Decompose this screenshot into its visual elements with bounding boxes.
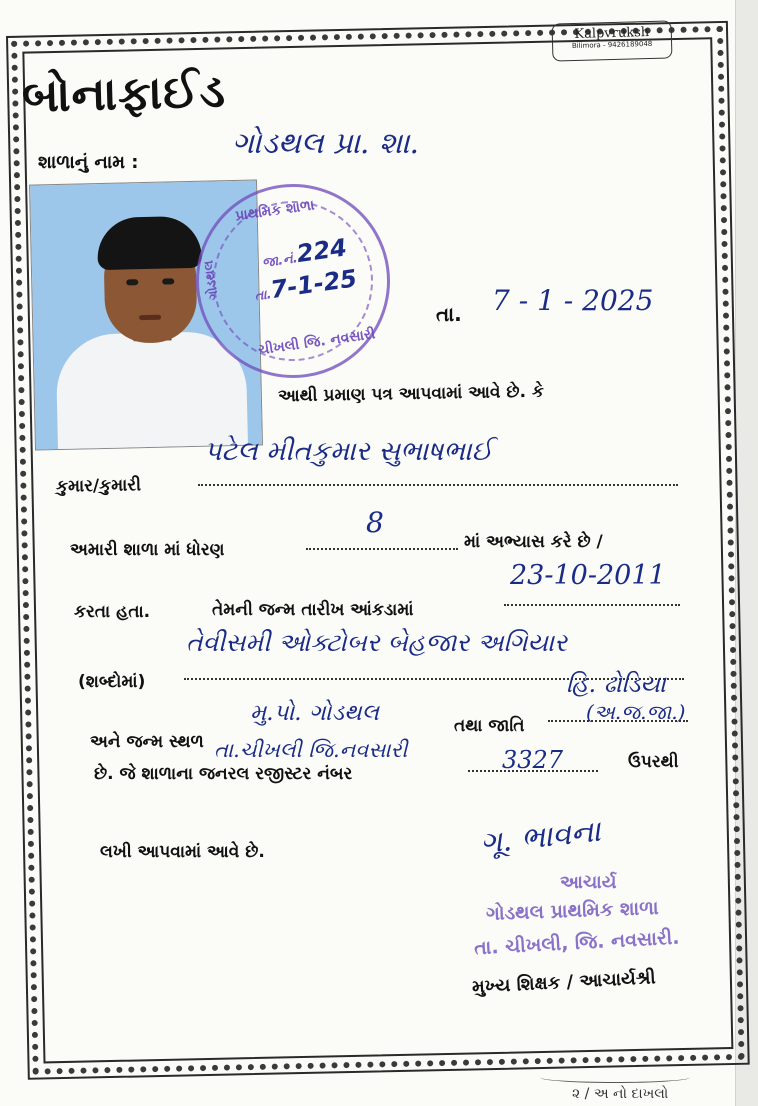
- birth-label-prefix: કરતા હતા.: [74, 602, 151, 622]
- principal-school: ગોડથલ પ્રાથમિક શાળા: [485, 896, 660, 926]
- caste-value: હિ. ઢોડિયા: [566, 670, 666, 698]
- birth-place-label: અને જન્મ સ્થળ: [90, 732, 204, 752]
- brand-logo: [552, 20, 673, 61]
- student-name: પટેલ મીતકુમાર સુભાષભાઈ: [204, 436, 493, 467]
- document-title: બોનાફાઈડ: [21, 63, 227, 123]
- standard-value: 8: [366, 506, 384, 539]
- brand-contact: Bilimora - 9426189048: [571, 39, 653, 51]
- standard-dots: [306, 548, 458, 550]
- school-value: ગોડથલ પ્રા. શા.: [232, 126, 420, 161]
- footer-arc: [540, 1072, 690, 1083]
- stamp-bottom-text: ચીખલી જિ. નવસારી: [257, 326, 377, 359]
- birth-words-label: (શબ્દોમાં): [78, 672, 146, 692]
- name-dots: [198, 484, 678, 486]
- principal-signature: ગૂ. ભાવના: [478, 813, 603, 862]
- birth-date-dots: [504, 604, 680, 606]
- principal-title: આચાર્ય: [560, 872, 617, 893]
- brand-name: Kalpvruksh: [574, 25, 650, 42]
- school-label: શાળાનું નામ :: [38, 152, 139, 173]
- register-number: 3327: [502, 746, 564, 774]
- stamp-date: તા.7-1-25: [253, 264, 359, 305]
- birth-date-label: તેમની જન્મ તારીખ આંકડામાં: [212, 600, 414, 620]
- register-suffix: ઉપરથી: [628, 752, 679, 772]
- closing-text: લખી આપવામાં આવે છે.: [100, 842, 265, 862]
- birth-date-value: 23-10-2011: [510, 560, 666, 591]
- stamp-top-text: પ્રાથમિક શાળા: [234, 197, 316, 225]
- date-label: તા.: [436, 302, 462, 326]
- caste-note: (અ.જ.જા.): [586, 700, 686, 724]
- footer-note: ૨ / અ નો દાખલો: [572, 1086, 669, 1102]
- certificate-line: આથી પ્રમાણ પત્ર આપવામાં આવે છે. કે: [277, 381, 545, 407]
- signatory-role: મુખ્ય શિક્ષક / આચાર્યશ્રી: [471, 967, 657, 998]
- caste-label: તથા જાતિ: [454, 716, 525, 736]
- stamp-number: જા.નં.224: [261, 233, 349, 272]
- birth-words-value: તેવીસમી ઓક્ટોબર બેહજાર અગિયાર: [186, 628, 568, 657]
- standard-suffix: માં અભ્યાસ કરે છે /: [464, 532, 603, 552]
- register-label: છે. જે શાળાના જનરલ રજીસ્ટર નંબર: [94, 764, 353, 784]
- principal-address: તા. ચીખલી, જિ. નવસારી.: [473, 926, 681, 960]
- birth-place-line1: મુ.પો. ગોડથલ: [250, 700, 380, 726]
- birth-place-line2: તા.ચીખલી જિ.નવસારી: [214, 738, 408, 762]
- name-label: કુમાર/કુમારી: [55, 475, 142, 497]
- date-value: 7 - 1 - 2025: [492, 284, 654, 317]
- stamp-side-text: ગોડથલ: [201, 259, 222, 301]
- standard-label: અમારી શાળા માં ધોરણ: [70, 540, 225, 560]
